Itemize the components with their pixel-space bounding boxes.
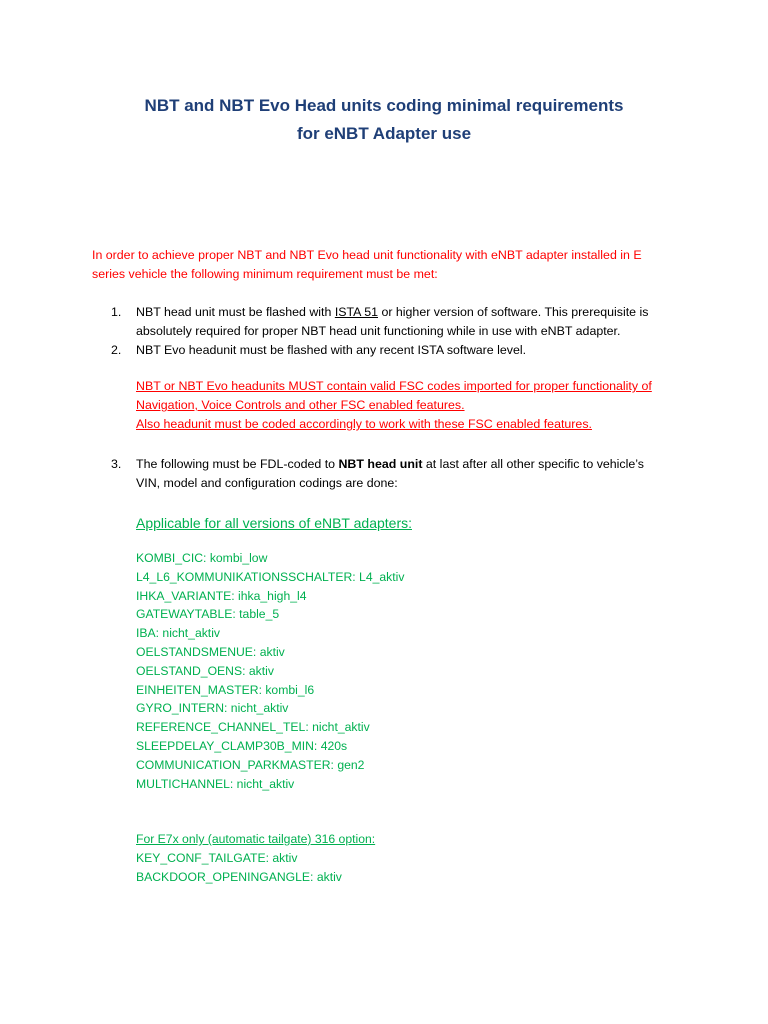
page-title-line-1: NBT and NBT Evo Head units coding minimal requirements xyxy=(144,96,624,115)
list-item-3 xyxy=(136,455,666,493)
list-item-text: or higher version of software. This prerequisite is absolutely required for proper NBT head unit functioning while in use with eNBT adapter. xyxy=(136,305,649,338)
warning-line-3: Also headunit must be coded accordingly to work with these FSC enabled features. xyxy=(136,417,592,431)
list-item-number: 1. xyxy=(111,305,122,319)
list-item-number: 3. xyxy=(111,457,122,471)
ista-version: ISTA 51 xyxy=(334,305,378,319)
coding-entry: IHKA_VARIANTE: ihka_high_l4 xyxy=(136,588,307,603)
nbt-head-unit-label: NBT head unit xyxy=(338,457,423,471)
coding-entry: KEY_CONF_TAILGATE: aktiv xyxy=(136,851,298,865)
coding-entry: MULTICHANNEL: nicht_aktiv xyxy=(136,776,295,791)
applicable-heading: Applicable for all versions of eNBT adapters: xyxy=(136,515,412,531)
coding-entry: KOMBI_CIC: kombi_low xyxy=(136,551,268,565)
list-item-text: at last after all other specific to vehicle’s VIN, model and configuration codings are done: xyxy=(136,457,644,490)
warning-line-2: Navigation, Voice Controls and other FSC enabled features. xyxy=(136,398,465,412)
e7x-coding-list xyxy=(136,849,342,887)
coding-entry: OELSTANDSMENUE: aktiv xyxy=(136,644,285,659)
list-item-number: 2. xyxy=(111,343,122,357)
coding-list xyxy=(136,549,636,793)
list-item-text: The following must be FDL-coded to xyxy=(136,457,339,471)
page-title-line-2: for eNBT Adapter use xyxy=(296,124,472,143)
intro-paragraph: In order to achieve proper NBT and NBT Evo head unit functionality with eNBT adapter installed in E series vehicle the following minimum requirement must be met: xyxy=(92,248,642,281)
coding-entry: REFERENCE_CHANNEL_TEL: nicht_aktiv xyxy=(136,720,370,735)
e7x-heading: For E7x only (automatic tailgate) 316 option: xyxy=(136,832,376,846)
list-item-2: NBT Evo headunit must be flashed with any recent ISTA software level. xyxy=(136,343,527,357)
coding-entry: COMMUNICATION_PARKMASTER: gen2 xyxy=(136,757,365,772)
coding-entry: GYRO_INTERN: nicht_aktiv xyxy=(136,701,289,716)
warning-line-1: NBT or NBT Evo headunits MUST contain valid FSC codes imported for proper functionality of xyxy=(136,379,652,393)
fsc-warning xyxy=(136,377,676,434)
coding-entry: BACKDOOR_OPENINGANGLE: aktiv xyxy=(136,869,342,884)
coding-entry: GATEWAYTABLE: table_5 xyxy=(136,607,280,622)
list-item-1 xyxy=(136,303,666,341)
coding-entry: L4_L6_KOMMUNIKATIONSSCHALTER: L4_aktiv xyxy=(136,569,405,584)
coding-entry: EINHEITEN_MASTER: kombi_l6 xyxy=(136,682,315,697)
coding-entry: OELSTAND_OENS: aktiv xyxy=(136,663,274,678)
coding-entry: IBA: nicht_aktiv xyxy=(136,626,220,641)
list-item-text: NBT head unit must be flashed with xyxy=(136,305,335,319)
coding-entry: SLEEPDELAY_CLAMP30B_MIN: 420s xyxy=(136,738,348,753)
